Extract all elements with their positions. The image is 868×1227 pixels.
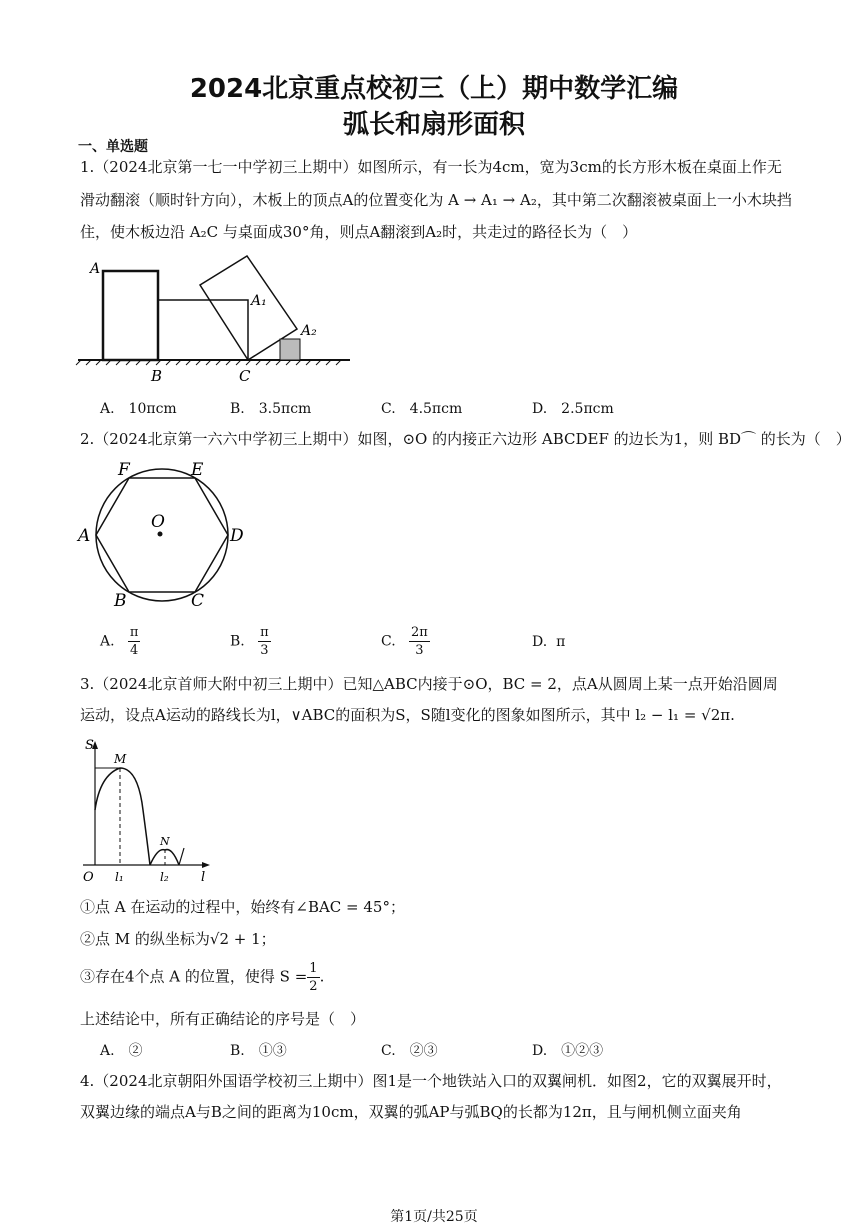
- q3-question: 上述结论中，所有正确结论的序号是（ ）: [80, 1010, 366, 1028]
- q2-option-c[interactable]: C. $\frac{2\pi}{3}$: [381, 625, 428, 658]
- q1-option-c[interactable]: C. 4.5πcm: [381, 401, 463, 417]
- q1-label-a1: A₁: [251, 293, 267, 309]
- q2-label-d: D: [230, 526, 244, 546]
- q2-line: 2.（2024北京第一六六中学初三上期中）如图，⊙O 的内接正六边形 ABCDEF 的边长为1，则 BD⌒ 的长为（ ）: [80, 430, 851, 448]
- q2-figure: [75, 455, 250, 610]
- q1-label-c: C: [239, 367, 251, 385]
- q3-graph-l1: l₁: [115, 870, 124, 884]
- q3-option-c[interactable]: C. ②③: [381, 1043, 438, 1059]
- q3-option-d[interactable]: D. ①②③: [532, 1043, 604, 1059]
- q1-option-d[interactable]: D. 2.5πcm: [532, 401, 614, 417]
- q2-label-a: A: [78, 526, 91, 546]
- q3-graph-s: S: [85, 738, 94, 753]
- page-footer: 第1页/共25页: [390, 1209, 478, 1225]
- q2-label-b: B: [114, 591, 127, 610]
- section-heading: 一、单选题: [78, 139, 148, 155]
- q2-option-d[interactable]: D. π: [532, 634, 566, 650]
- q4-line-1: 4.（2024北京朝阳外国语学校初三上期中）图1是一个地铁站入口的双翼闸机．如图2，它的双翼展开时，: [80, 1072, 782, 1090]
- q2-label-c: C: [191, 591, 205, 610]
- page-title: 2024北京重点校初三（上）期中数学汇编: [189, 74, 679, 104]
- q3-graph-l2: l₂: [160, 870, 169, 884]
- q1-line-2: 滑动翻滚（顺时针方向），木板上的顶点A的位置变化为 A → A₁ → A₂，其中第二次翻滚被桌面上一小木块挡: [80, 191, 792, 209]
- q3-graph-m: M: [114, 752, 127, 766]
- q2-option-a[interactable]: A. $\frac{\pi}{4}$: [100, 625, 139, 658]
- q2-label-o: O: [151, 512, 165, 532]
- q1-label-b: B: [151, 367, 163, 385]
- q1-option-b[interactable]: B. 3.5πcm: [230, 401, 312, 417]
- q1-option-a[interactable]: A. 10πcm: [100, 401, 177, 417]
- q3-option-b[interactable]: B. ①③: [230, 1043, 287, 1059]
- q3-graph-o: O: [83, 870, 94, 885]
- q1-label-a: A: [90, 261, 101, 277]
- q3-option-a[interactable]: A. ②: [100, 1043, 143, 1059]
- q2-option-b[interactable]: B. $\frac{\pi}{3}$: [230, 625, 269, 658]
- q3-statement-1: ①点 A 在运动的过程中，始终有∠BAC = 45°；: [80, 898, 405, 916]
- q3-line-2: 运动，设点A运动的路线长为l，∨ABC的面积为S，S随l变化的图象如图所示，其中 l₂ − l₁ = √2π.: [80, 706, 735, 724]
- q2-label-e: E: [191, 460, 204, 480]
- q3-statement-2: ②点 M 的纵坐标为√2 + 1；: [80, 930, 276, 948]
- q1-line-3: 住，使木板边沿 A₂C 与桌面成30°角，则点A翻滚到A₂时，共走过的路径长为（ ）: [80, 223, 638, 241]
- q3-line-1: 3.（2024北京首师大附中初三上期中）已知△ABC内接于⊙O，BC = 2，点A从圆周上某一点开始沿圆周: [80, 675, 778, 693]
- q1-label-a2: A₂: [301, 323, 317, 339]
- q1-figure: [75, 255, 365, 390]
- q1-line-1: 1.（2024北京第一七一中学初三上期中）如图所示，有一长为4cm，宽为3cm的长方形木板在桌面上作无: [80, 158, 782, 176]
- q3-graph-n: N: [160, 835, 170, 848]
- q3-graph-l: l: [201, 870, 206, 885]
- q3-statement-3: ③存在4个点 A 的位置，使得 S = $\frac{1}{2}$ .: [80, 961, 325, 994]
- q2-label-f: F: [118, 460, 130, 480]
- q4-line-2: 双翼边缘的端点A与B之间的距离为10cm，双翼的弧AP与弧BQ的长都为12π，且与闸机侧立面夹角: [80, 1103, 742, 1121]
- q3-graph: [78, 735, 218, 887]
- page-subtitle: 弧长和扇形面积: [342, 110, 525, 140]
